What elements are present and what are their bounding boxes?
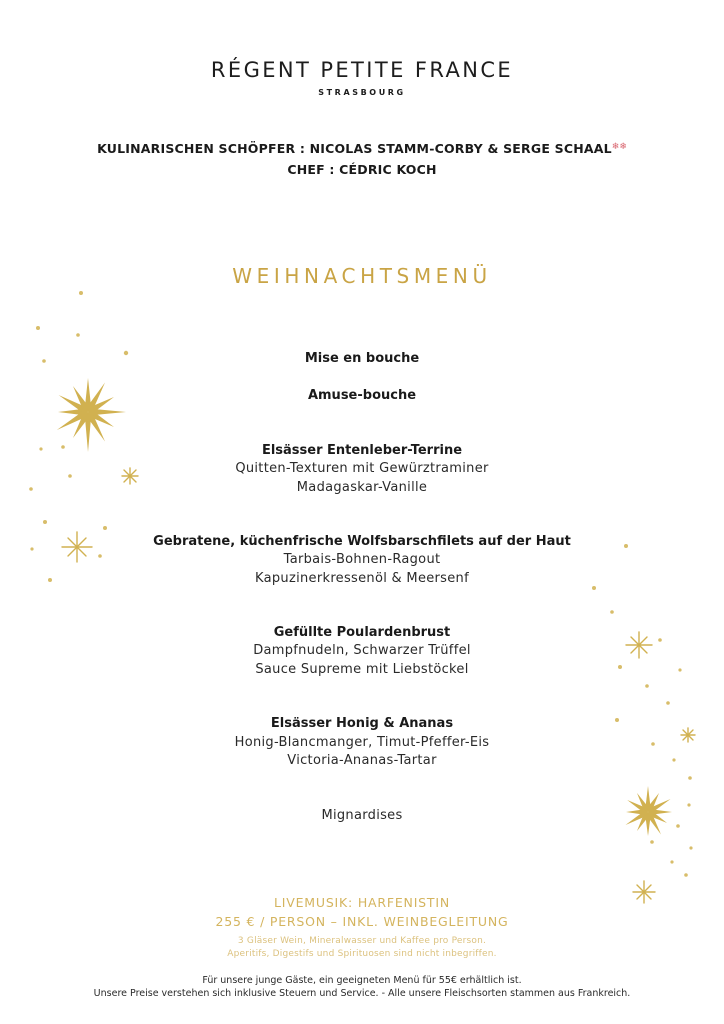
course-description: Kapuzinerkressenöl & Meersenf bbox=[255, 571, 469, 586]
kids-menu-note: Für unsere junge Gäste, ein geeigneten Menü für 55€ erhältlich ist. bbox=[202, 975, 522, 986]
excluded-note: Aperitifs, Digestifs und Spirituosen sind nicht inbegriffen. bbox=[227, 949, 497, 959]
course-description: Sauce Supreme mit Liebstöckel bbox=[255, 662, 469, 677]
brand-name: RÉGENT PETITE FRANCE bbox=[210, 58, 514, 82]
course-title: Gebratene, küchenfrische Wolfsbarschfilets auf der Haut bbox=[153, 534, 571, 549]
legal-note: Unsere Preise verstehen sich inklusive Steuern und Service. - Alle unsere Fleischsorten stammen aus Frankreich. bbox=[93, 988, 631, 999]
course-description: Dampfnudeln, Schwarzer Trüffel bbox=[253, 643, 471, 658]
course-title: Elsässer Honig & Ananas bbox=[270, 716, 454, 731]
course-description: Honig-Blancmanger, Timut-Pfeffer-Eis bbox=[234, 735, 490, 750]
course-title: Elsässer Entenleber-Terrine bbox=[261, 443, 463, 458]
course-description: Victoria-Ananas-Tartar bbox=[287, 753, 437, 768]
chef-name: CHEF : CÉDRIC KOCH bbox=[287, 162, 437, 177]
course-title: Amuse-bouche bbox=[307, 388, 417, 403]
course-title: Mise en bouche bbox=[304, 351, 420, 366]
culinary-creators bbox=[0, 141, 724, 156]
live-music: LIVEMUSIK: HARFENISTIN bbox=[273, 895, 450, 910]
course-description: Madagaskar-Vanille bbox=[296, 480, 428, 495]
course-description: Quitten-Texturen mit Gewürztraminer bbox=[235, 461, 489, 476]
michelin-stars-icon: ❄❄ bbox=[611, 142, 627, 152]
brand-city: STRASBOURG bbox=[318, 88, 406, 97]
course-description: Tarbais-Bohnen-Ragout bbox=[283, 552, 441, 567]
course-title: Gefüllte Poulardenbrust bbox=[273, 625, 451, 640]
price: 255 € / PERSON – INKL. WEINBEGLEITUNG bbox=[215, 914, 509, 929]
menu-title: WEIHNACHTSMENÜ bbox=[232, 264, 492, 288]
mignardises: Mignardises bbox=[321, 808, 403, 823]
creators-text: KULINARISCHEN SCHÖPFER : NICOLAS STAMM-CORBY & SERGE SCHAAL bbox=[97, 141, 612, 156]
included-note: 3 Gläser Wein, Mineralwasser und Kaffee pro Person. bbox=[237, 936, 487, 946]
